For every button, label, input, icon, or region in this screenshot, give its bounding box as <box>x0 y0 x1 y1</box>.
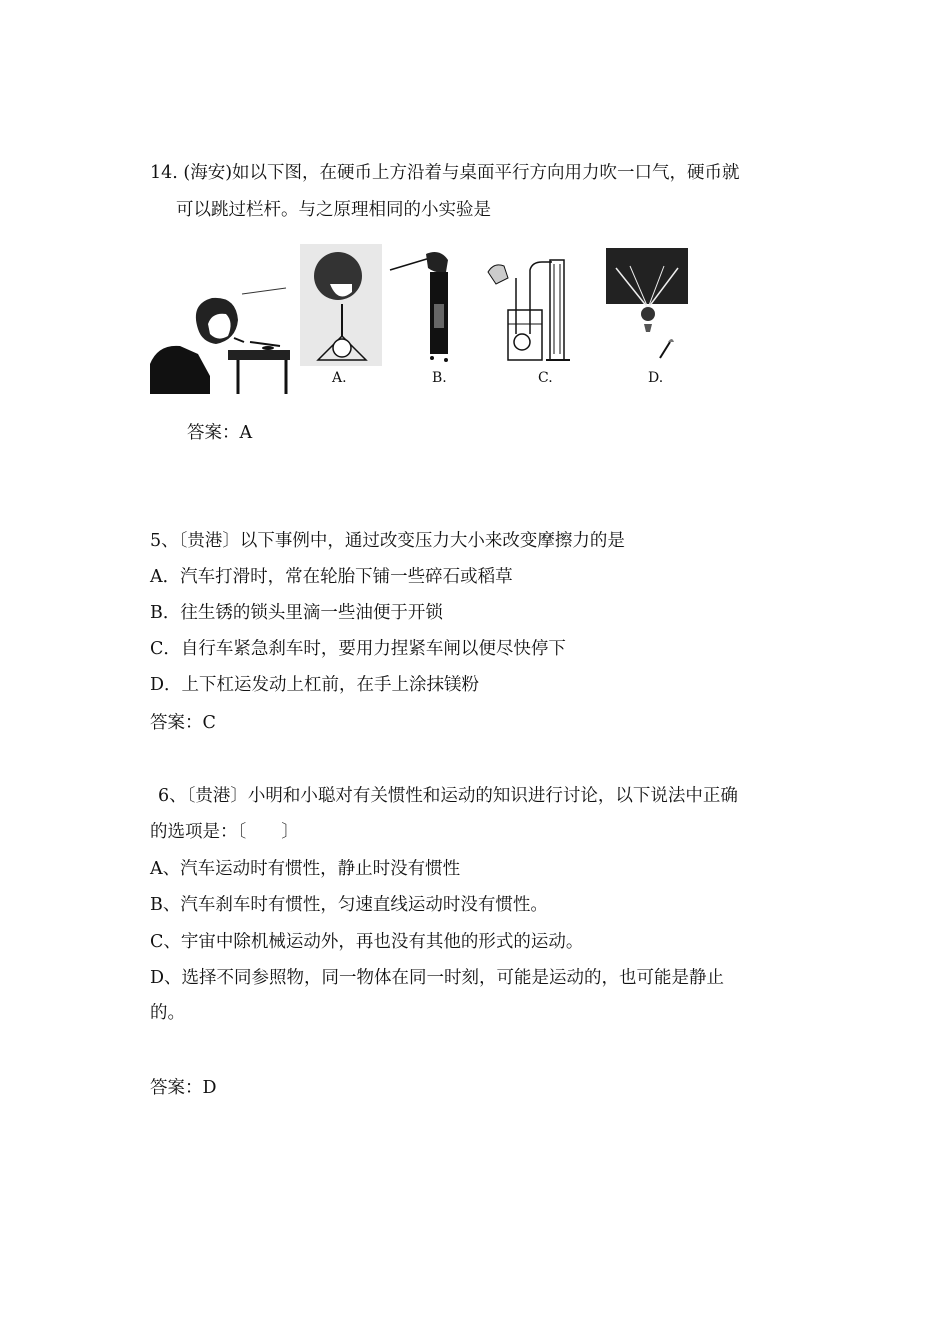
q5-answer: 答案：C <box>150 713 216 733</box>
q6-option-a: A、汽车运动时有惯性，静止时没有惯性 <box>150 859 461 879</box>
experiment-c-manometer <box>480 250 574 366</box>
caption-d: D. <box>648 370 664 386</box>
q5-stem: 5、〔贵港〕以下事例中，通过改变压力大小来改变摩擦力的是 <box>150 531 625 551</box>
q6-stem-line2: 的选项是：〔 〕 <box>150 822 299 842</box>
q6-answer: 答案：D <box>150 1078 217 1098</box>
q14-answer: 答案：A <box>187 423 253 443</box>
q6-option-c: C、宇宙中除机械运动外，再也没有其他的形式的运动。 <box>150 932 584 952</box>
caption-b: B. <box>432 370 447 386</box>
coin-blowing-illustration <box>150 284 290 394</box>
caption-c: C. <box>538 370 553 386</box>
q5-option-b: B．往生锈的锁头里滴一些油便于开锁 <box>150 603 443 623</box>
q14-figure <box>150 244 710 394</box>
q14-stem-line1: 14. (海安)如以下图，在硬币上方沿着与桌面平行方向用力吹一口气，硬币就 <box>150 163 740 183</box>
experiment-a-funnel <box>300 244 382 366</box>
q6-option-d-cont: 的。 <box>150 1003 185 1023</box>
q6-stem-line1: 6、〔贵港〕小明和小聪对有关惯性和运动的知识进行讨论，以下说法中正确 <box>158 786 738 806</box>
q6-option-d: D、选择不同参照物，同一物体在同一时刻，可能是运动的，也可能是静止 <box>150 968 725 988</box>
q5-option-d: D．上下杠运发动上杠前，在手上涂抹镁粉 <box>150 675 480 695</box>
q5-option-c: C．自行车紧急刹车时，要用力捏紧车闸以便尽快停下 <box>150 639 566 659</box>
experiment-d-ball <box>604 246 690 366</box>
caption-a: A. <box>332 370 347 386</box>
experiment-b-tube <box>386 244 466 366</box>
q14-stem-line2: 可以跳过栏杆。与之原理相同的小实验是 <box>176 200 491 220</box>
q6-option-b: B、汽车刹车时有惯性，匀速直线运动时没有惯性。 <box>150 895 548 915</box>
q5-option-a: A．汽车打滑时，常在轮胎下铺一些碎石或稻草 <box>150 567 513 587</box>
